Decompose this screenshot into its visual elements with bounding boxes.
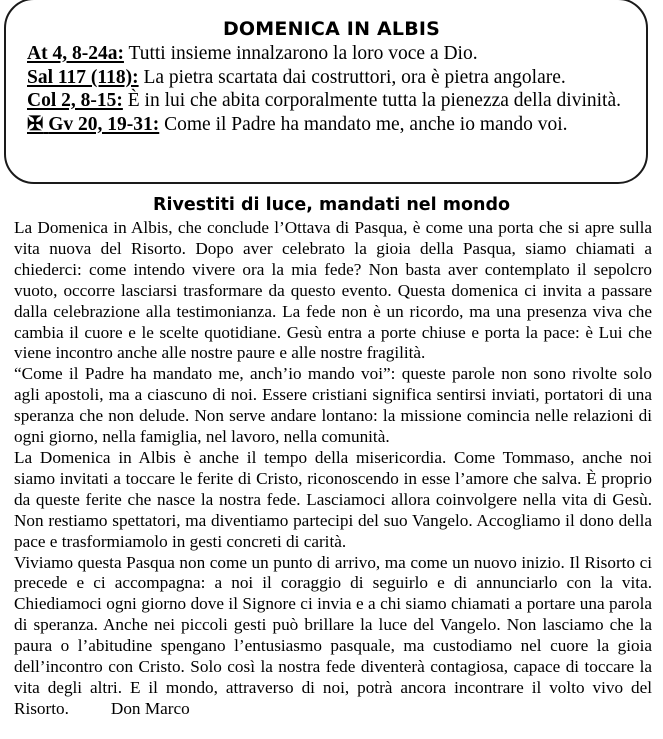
reading-psalm <box>27 66 627 90</box>
reading-text: È in lui che abita corporalmente tutta la pienezza della divinità. <box>122 90 622 111</box>
reading-gospel <box>27 113 627 137</box>
readings-box-title: DOMENICA IN ALBIS <box>222 18 441 40</box>
readings-list <box>27 42 627 136</box>
reading-text: Come il Padre ha mandato me, anche io mando voi. <box>159 113 568 135</box>
reading-text: Tutti insieme innalzarono la loro voce a Dio. <box>123 43 478 64</box>
reading-text: La pietra scartata dai costruttori, ora è pietra angolare. <box>138 66 566 88</box>
article-body <box>14 218 652 720</box>
cross-pattee-icon: ✠ <box>27 113 44 135</box>
article-paragraph-text: Viviamo questa Pasqua non come un punto di arrivo, ma come un nuovo inizio. Il Risorto ci precede e ci accompagna: a noi il coraggio di seguirlo e di annunciarlo con la vita. Chiediamoci ogni giorno dove il Signore ci invia e a chi siamo chiamati a portare una parola di speranza. Anche nei piccoli gesti può brillare la luce del Vangelo. Non lasciamo che la paura o l’abitudine spengano l’entusiasmo pasquale, ma custodiamo nel cuore la gioia dell’incontro con Cristo. Solo così la nostra fede diventerà contagiosa, capace di toccare la vita degli altri. E il mondo, attraverso di noi, potrà ancora incontrare il volto vivo del Risorto. <box>14 552 652 718</box>
signature: Don Marco <box>110 698 190 718</box>
article-paragraph-last <box>14 553 652 720</box>
reading-second <box>27 89 627 113</box>
reading-reference: Sal 117 (118): <box>27 66 139 88</box>
reading-first <box>27 42 627 66</box>
reading-reference: Gv 20, 19-31: <box>48 113 160 135</box>
reading-reference: At 4, 8-24a: <box>27 43 124 64</box>
article-title: Rivestiti di luce, mandati nel mondo <box>152 195 511 215</box>
reading-reference: Col 2, 8-15: <box>27 90 123 111</box>
article-paragraph: La Domenica in Albis è anche il tempo della misericordia. Come Tommaso, anche noi siamo invitati a toccare le ferite di Cristo, riconoscendo in esse l’amore che salva. È proprio da queste ferite che nasce la nostra fede. Lasciamoci allora coinvolgere nella vita di Gesù. Non restiamo spettatori, ma diventiamo partecipi del suo Vangelo. Accogliamo il dono della pace e trasformiamolo in gesti concreti di carità. <box>14 447 652 551</box>
article-paragraph: “Come il Padre ha mandato me, anch’io mando voi”: queste parole non sono rivolte solo agli apostoli, ma a ciascuno di noi. Essere cristiani significa sentirsi inviati, portatori di una speranza che non delude. Non serve andare lontano: la missione comincia nelle relazioni di ogni giorno, nella famiglia, nel lavoro, nella comunità. <box>14 364 652 447</box>
gospel-reference-group <box>27 114 159 135</box>
article-paragraph: La Domenica in Albis, che conclude l’Ottava di Pasqua, è come una porta che si apre sulla vita nuova del Risorto. Dopo aver celebrato la gioia della Pasqua, siamo chiamati a chiederci: come intendo vivere ora la mia fede? Non basta aver contemplato il sepolcro vuoto, occorre lasciarsi trasformare da questo evento. Questa domenica ci invita a passare dalla celebrazione alla testimonianza. La fede non è un ricordo, ma una presenza viva che cambia il cuore e le scelte quotidiane. Gesù entra a porte chiuse e porta la pace: è Lui che viene incontro anche alle nostre paure e alle nostre fragilità. <box>14 218 652 363</box>
